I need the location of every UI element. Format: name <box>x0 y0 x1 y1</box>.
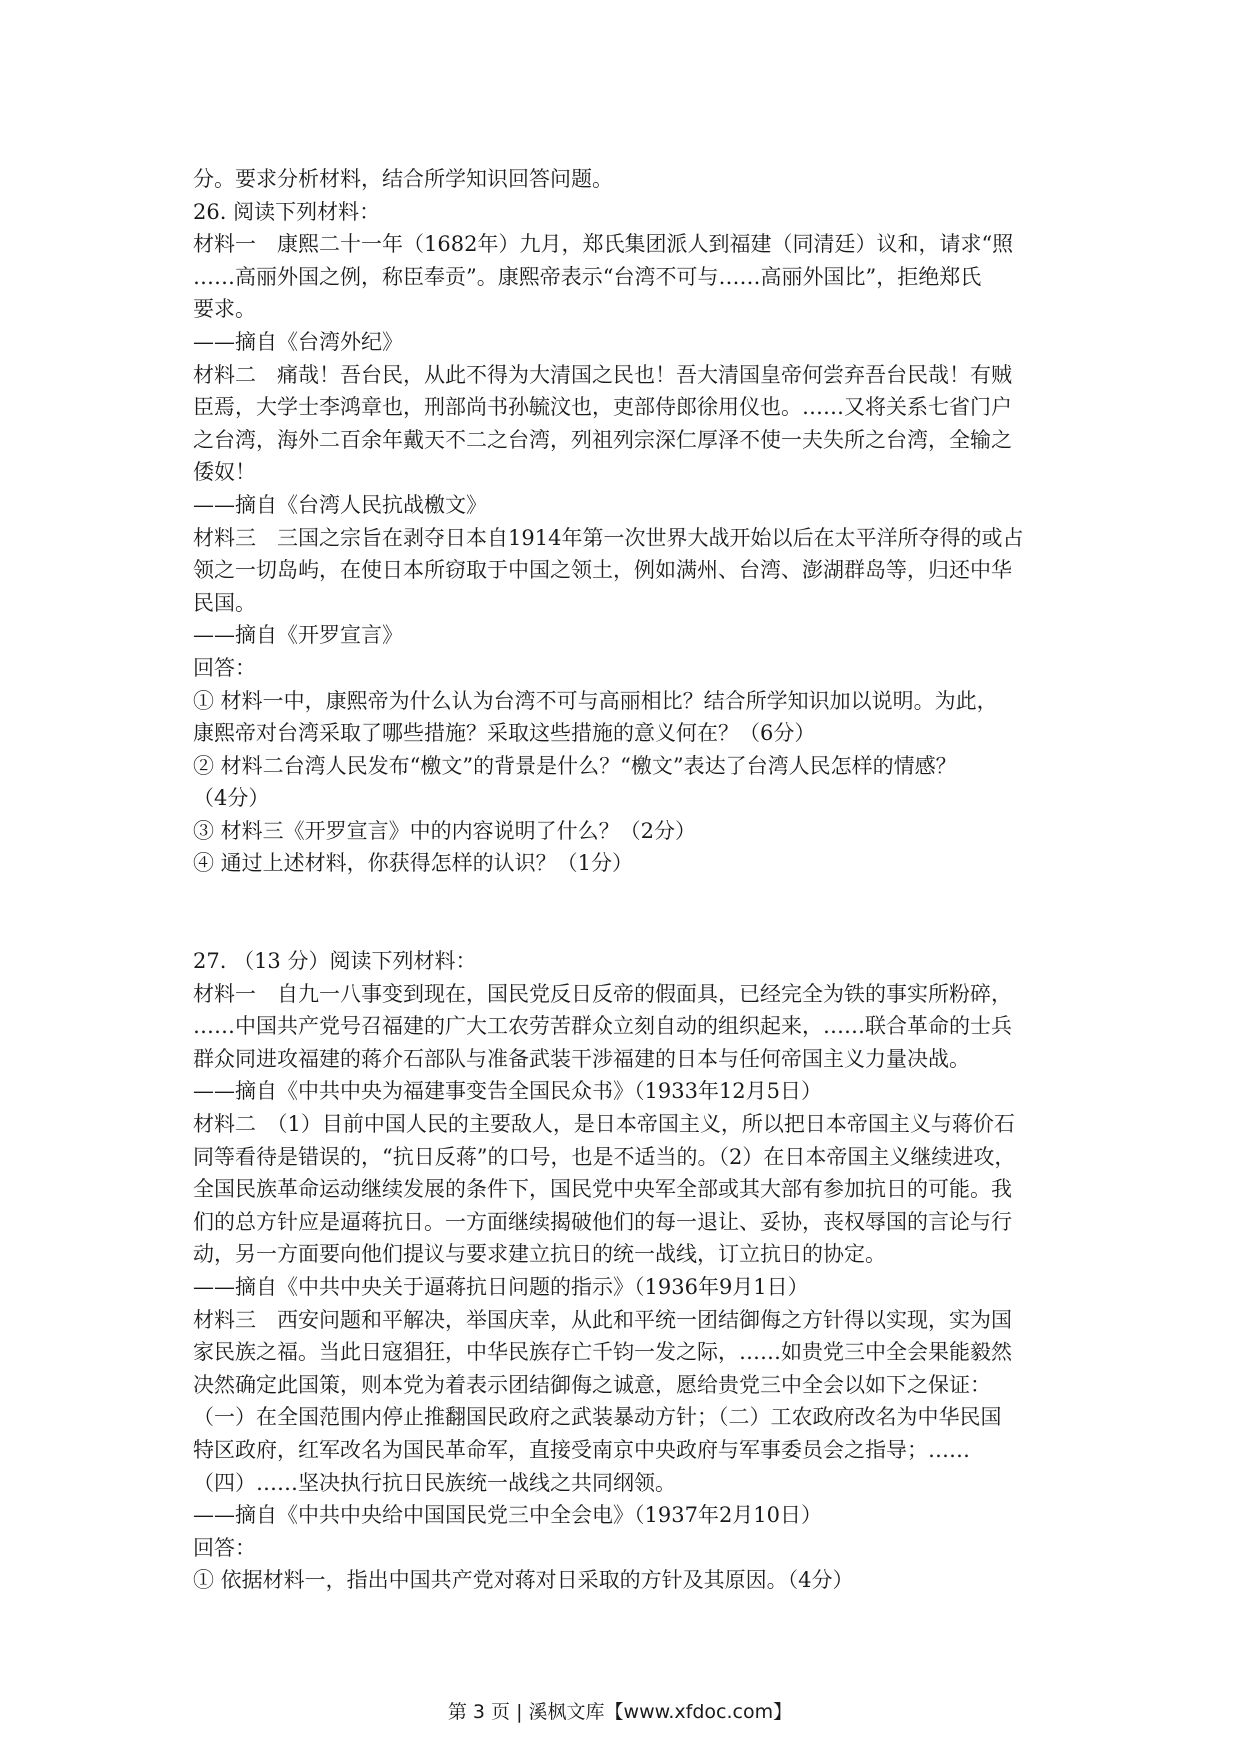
sub-question: ② 材料二台湾人民发布“檄文”的背景是什么？“檄文”表达了台湾人民怎样的情感？ <box>193 753 957 778</box>
text-line: ……高丽外国之例，称臣奉贡”。康熙帝表示“台湾不可与……高丽外国比”，拒绝郑氏 <box>193 264 982 289</box>
text-line: 家民族之福。当此日寇猖狂，中华民族存亡千钧一发之际，……如贵党三中全会果能毅然 <box>193 1340 1012 1365</box>
sub-question: ① 依据材料一，指出中国共产党对蒋对日采取的方针及其原因。（4分） <box>193 1568 854 1593</box>
source-citation: ——摘自《中共中央关于逼蒋抗日问题的指示》（1936年9月1日） <box>193 1275 809 1299</box>
sub-question: （4分） <box>193 786 270 811</box>
text-line: 决然确定此国策，则本党为着表示团结御侮之诚意，愿给贵党三中全会以如下之保证： <box>193 1372 991 1397</box>
source-citation: ——摘自《中共中央给中国国民党三中全会电》（1937年2月10日） <box>193 1503 823 1528</box>
sub-question: ③ 材料三《开罗宣言》中的内容说明了什么？（2分） <box>193 818 697 843</box>
text-line: 材料一 自九一八事变到现在，国民党反日反帝的假面具，已经完全为铁的事实所粉碎， <box>193 981 1012 1006</box>
text-line: 分。要求分析材料，结合所学知识回答问题。 <box>193 167 613 191</box>
source-citation: ——摘自《中共中央为福建事变告全国民众书》（1933年12月5日） <box>193 1079 823 1104</box>
question-26-block <box>193 163 1073 880</box>
text-line: 之台湾，海外二百余年戴天不二之台湾，列祖列宗深仁厚泽不使一夫失所之台湾，全输之 <box>193 427 1012 452</box>
text-line: ……中国共产党号召福建的广大工农劳苦群众立刻自动的组织起来，……联合革命的士兵 <box>193 1014 1012 1039</box>
text-line: 们的总方针应是逼蒋抗日。一方面继续揭破他们的每一退让、妥协，丧权辱国的言论与行 <box>193 1209 1012 1234</box>
text-line: 材料二 痛哉！吾台民，从此不得为大清国之民也！吾大清国皇帝何尝弃吾台民哉！有贼 <box>193 362 1012 387</box>
question-26-heading: 26. 阅读下列材料： <box>193 199 381 224</box>
text-line: 特区政府，红军改名为国民革命军，直接受南京中央政府与军事委员会之指导；…… <box>193 1437 970 1462</box>
source-citation: ——摘自《台湾外纪》 <box>193 329 403 354</box>
source-citation: ——摘自《台湾人民抗战檄文》 <box>193 492 487 517</box>
page-body <box>193 163 1073 1597</box>
text-line: 动，另一方面要向他们提议与要求建立抗日的统一战线，订立抗日的协定。 <box>193 1242 886 1267</box>
text-line: 民国。 <box>193 590 256 615</box>
question-27-heading: 27. （13 分）阅读下列材料： <box>193 949 477 974</box>
text-line: 臣焉，大学士李鸿章也，刑部尚书孙毓汶也，吏部侍郎徐用仪也。……又将关系七省门户 <box>193 395 1012 420</box>
text-line: 领之一切岛屿，在使日本所窃取于中国之领土，例如满州、台湾、澎湖群岛等，归还中华 <box>193 558 1012 583</box>
text-line: 同等看待是错误的，“抗日反蒋”的口号，也是不适当的。（2）在日本帝国主义继续进攻， <box>193 1144 1016 1169</box>
question-27-block <box>193 945 1073 1597</box>
sub-question: ① 材料一中，康熙帝为什么认为台湾不可与高丽相比？结合所学知识加以说明。为此， <box>193 688 998 713</box>
source-citation: ——摘自《开罗宣言》 <box>193 623 403 648</box>
text-line: 群众同进攻福建的蒋介石部队与准备武装干涉福建的日本与任何帝国主义力量决战。 <box>193 1046 970 1071</box>
page-footer: 第 3 页 | 溪枫文库【www.xfdoc.com】 <box>447 1701 793 1723</box>
text-line: （一）在全国范围内停止推翻国民政府之武装暴动方针；（二）工农政府改名为中华民国 <box>193 1405 1002 1430</box>
text-line: 全国民族革命运动继续发展的条件下，国民党中央军全部或其大部有参加抗日的可能。我 <box>193 1177 1012 1202</box>
section-spacer <box>193 880 1073 945</box>
text-line: 要求。 <box>193 297 256 322</box>
sub-question: 康熙帝对台湾采取了哪些措施？采取这些措施的意义何在？（6分） <box>193 721 816 746</box>
text-line: 材料三 三国之宗旨在剥夺日本自1914年第一次世界大战开始以后在太平洋所夺得的或占 <box>193 525 1024 550</box>
text-line: （四）……坚决执行抗日民族统一战线之共同纲领。 <box>193 1470 676 1495</box>
answer-heading: 回答： <box>193 655 256 680</box>
text-line: 材料三 西安问题和平解决，举国庆幸，从此和平统一团结御侮之方针得以实现，实为国 <box>193 1307 1012 1332</box>
text-line: 倭奴！ <box>193 460 256 485</box>
text-line: 材料一 康熙二十一年（1682年）九月，郑氏集团派人到福建（同清廷）议和，请求“照 <box>193 232 1014 257</box>
sub-question: ④ 通过上述材料，你获得怎样的认识？（1分） <box>193 851 634 876</box>
answer-heading: 回答： <box>193 1535 256 1560</box>
text-line: 材料二 （1）目前中国人民的主要敌人，是日本帝国主义，所以把日本帝国主义与蒋价石 <box>193 1112 1015 1137</box>
